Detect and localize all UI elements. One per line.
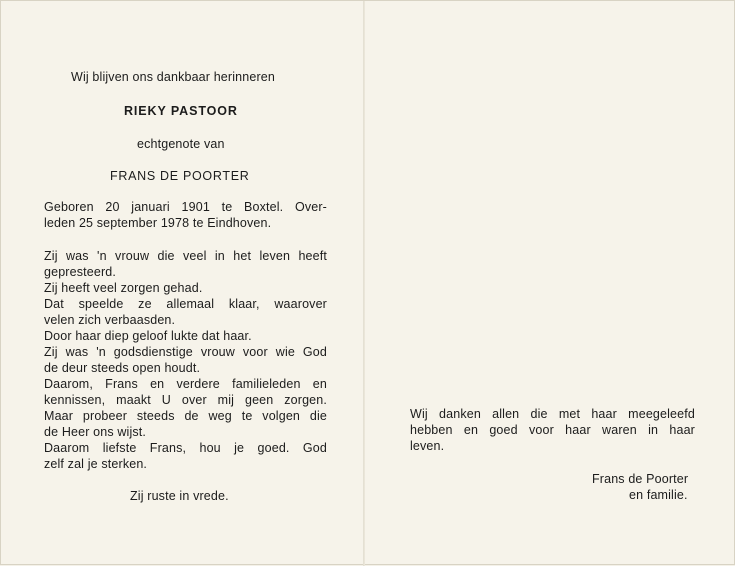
spouse-name: FRANS DE POORTER bbox=[110, 169, 250, 183]
spouse-label: echtgenote van bbox=[137, 137, 225, 151]
right-panel bbox=[365, 1, 735, 566]
poem-line: Dat speelde ze allemaal klaar, waarover bbox=[44, 297, 327, 311]
poem-line: Zij heeft veel zorgen gehad. bbox=[44, 281, 203, 295]
signature-line: Frans de Poorter bbox=[592, 472, 689, 486]
poem-line: zelf zal je sterken. bbox=[44, 457, 148, 471]
thanks-line: leven. bbox=[410, 439, 445, 453]
poem-line: de deur steeds open houdt. bbox=[44, 361, 201, 375]
poem-line: Daarom, Frans en verdere familieleden en bbox=[44, 377, 327, 391]
poem-line: velen zich verbaasden. bbox=[44, 313, 176, 327]
signature-line: en familie. bbox=[629, 488, 688, 502]
birth-line: leden 25 september 1978 te Eindhoven. bbox=[44, 216, 272, 230]
poem-line: Daarom liefste Frans, hou je goed. God bbox=[44, 441, 327, 455]
deceased-name: RIEKY PASTOOR bbox=[124, 104, 238, 118]
intro-text: Wij blijven ons dankbaar herinneren bbox=[71, 70, 275, 84]
birth-line: Geboren 20 januari 1901 te Boxtel. Over- bbox=[44, 200, 327, 214]
left-panel bbox=[1, 1, 363, 566]
poem-line: Door haar diep geloof lukte dat haar. bbox=[44, 329, 252, 343]
poem-line: gepresteerd. bbox=[44, 265, 116, 279]
thanks-line: hebben en goed voor haar waren in haar bbox=[410, 423, 695, 437]
poem-line: Zij was 'n vrouw die veel in het leven heeft bbox=[44, 249, 327, 263]
poem-line: de Heer ons wijst. bbox=[44, 425, 147, 439]
poem-line: Maar probeer steeds de weg te volgen die bbox=[44, 409, 327, 423]
thanks-line: Wij danken allen die met haar meegeleefd bbox=[410, 407, 695, 421]
poem-line: Zij was 'n godsdienstige vrouw voor wie God bbox=[44, 345, 327, 359]
closing-text: Zij ruste in vrede. bbox=[130, 489, 229, 503]
poem-line: kennissen, maakt U over mij geen zorgen. bbox=[44, 393, 327, 407]
